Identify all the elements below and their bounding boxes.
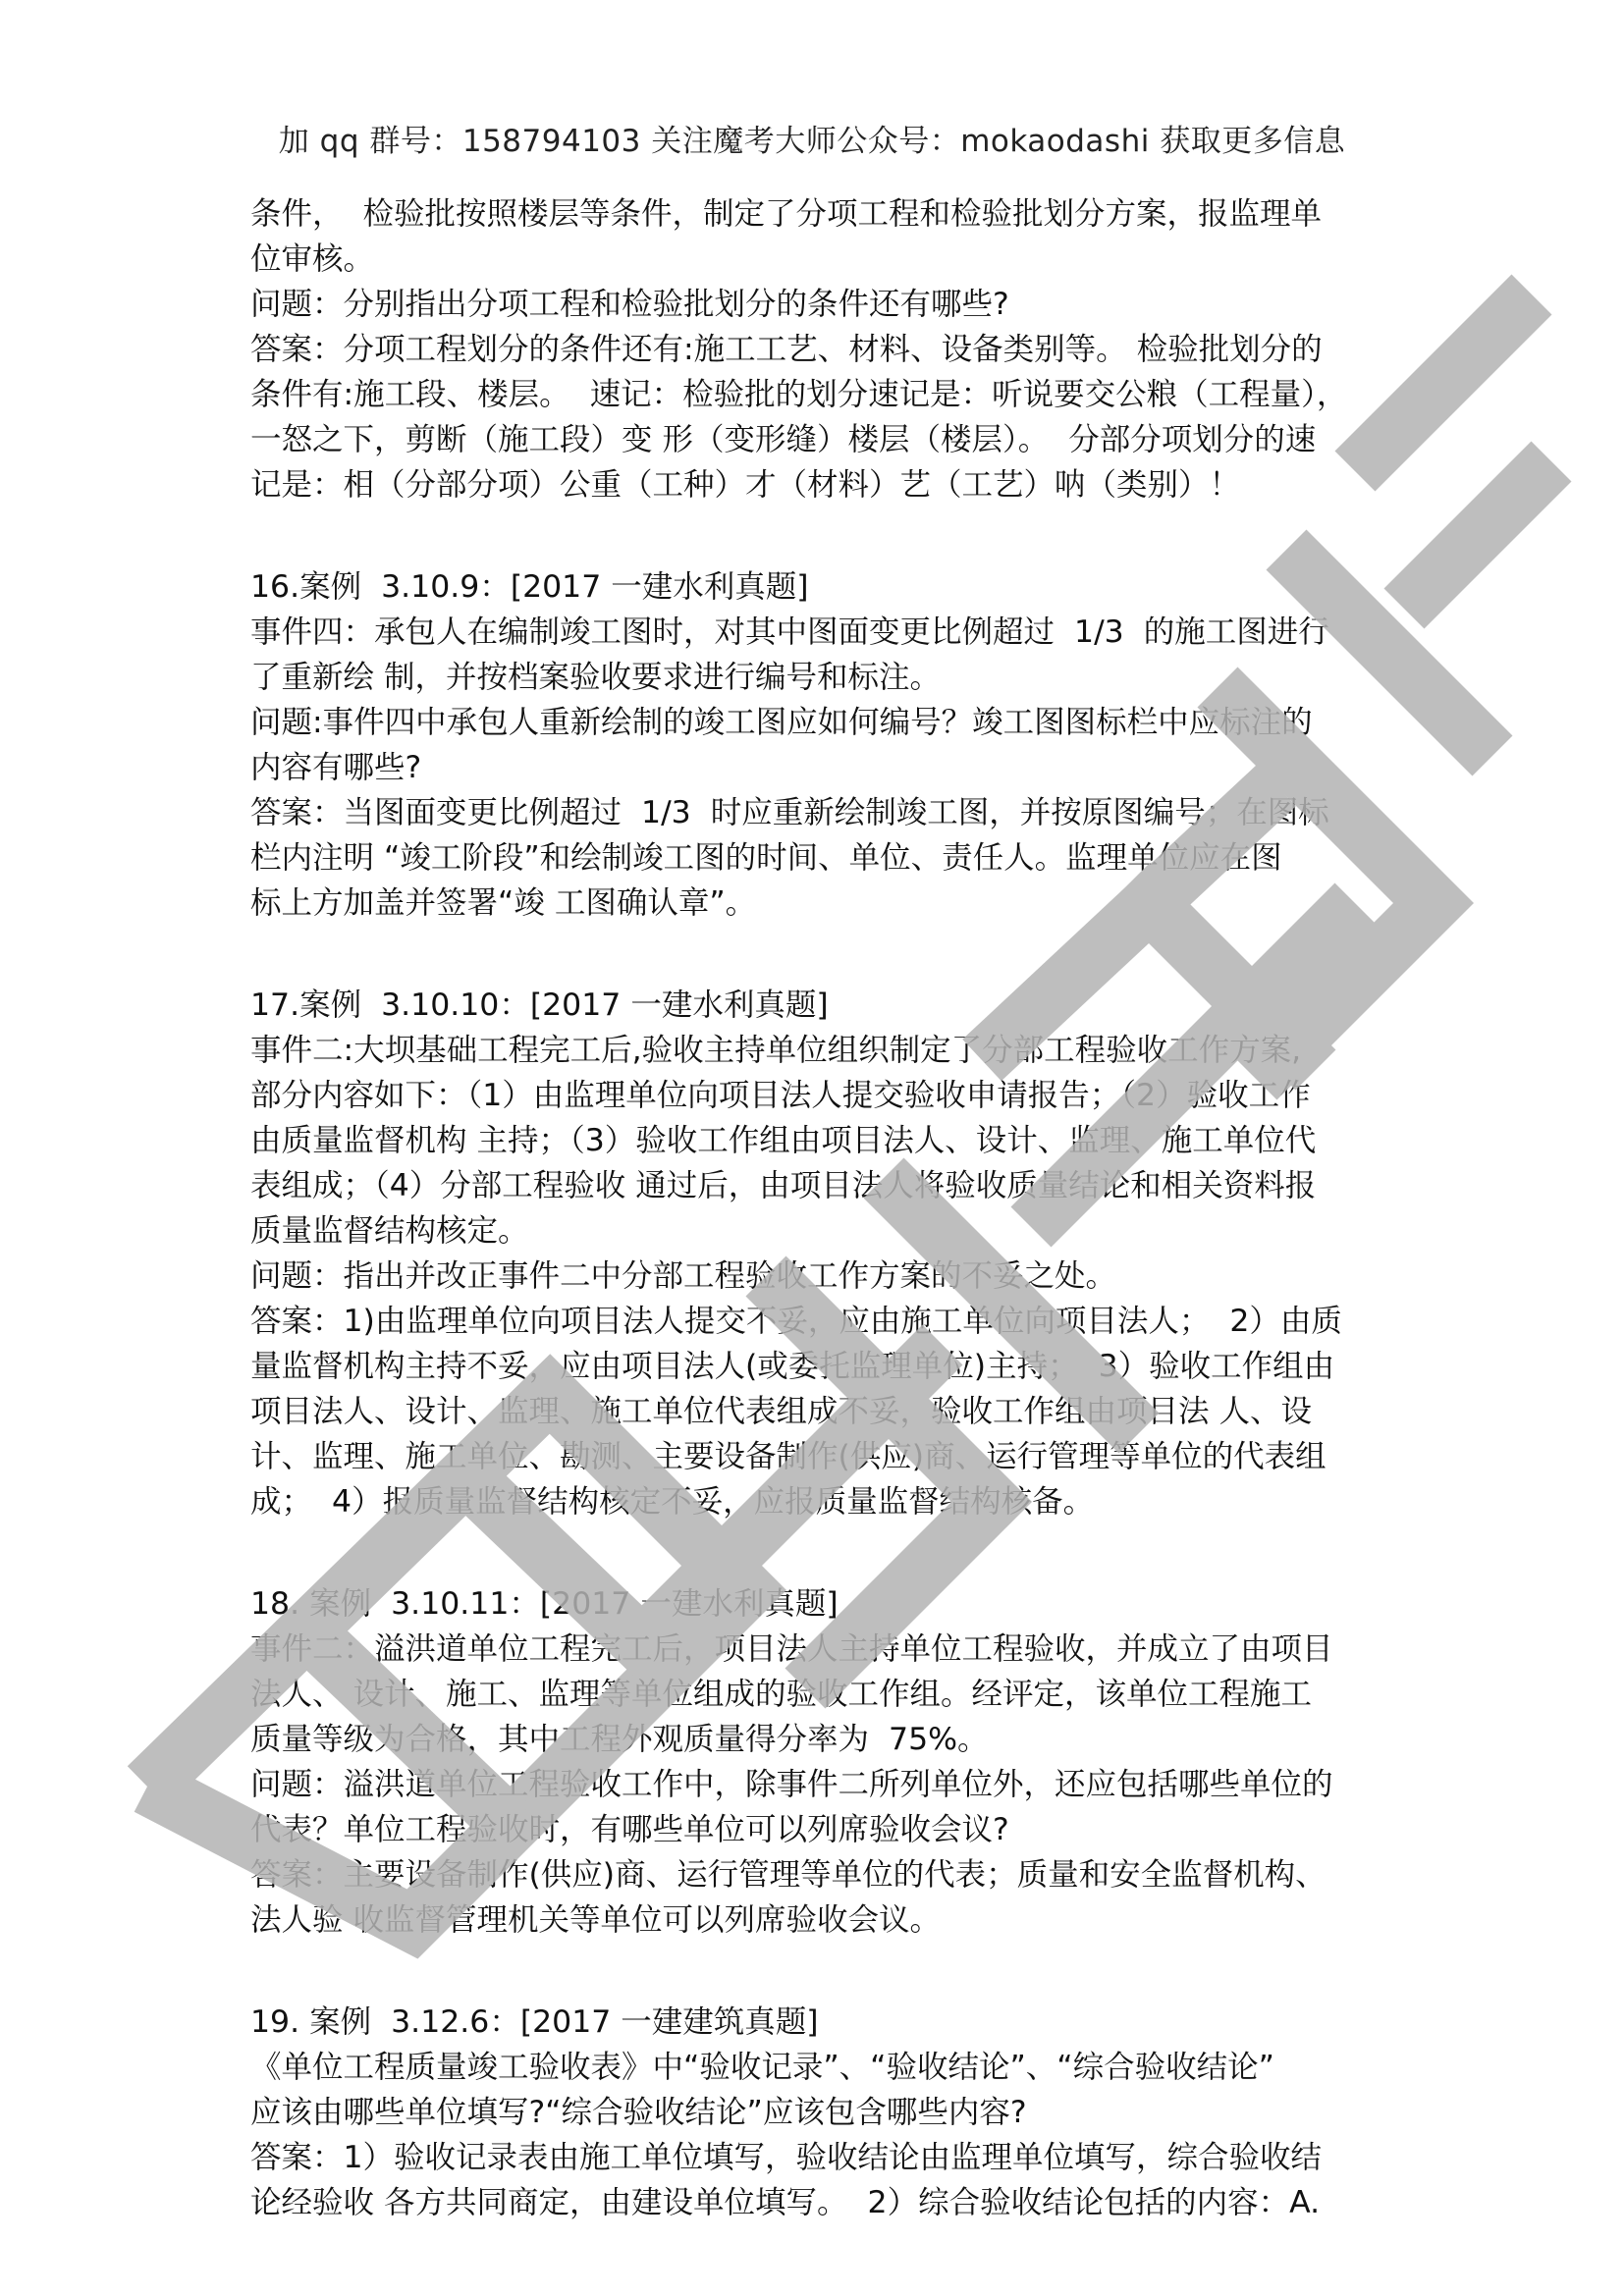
text-line: 内容有哪些?	[250, 750, 422, 785]
text-line: 代表？单位工程验收时，有哪些单位可以列席验收会议?	[250, 1812, 1009, 1847]
text-line: 法人、 设计、施工、监理等单位组成的验收工作组。经评定，该单位工程施工	[250, 1677, 1313, 1712]
case-title: 17.案例 3.10.10：[2017 一建水利真题]	[250, 988, 829, 1023]
case-17	[250, 983, 1394, 1524]
question-line: 问题：溢洪道单位工程验收工作中，除事件二所列单位外，还应包括哪些单位的	[250, 1767, 1333, 1802]
text-line: 标上方加盖并签署“竣 工图确认章”。	[250, 885, 757, 921]
text-line: 事件四：承包人在编制竣工图时，对其中图面变更比例超过 1/3 的施工图进行	[250, 614, 1329, 650]
question-line: 问题：分别指出分项工程和检验批划分的条件还有哪些?	[250, 287, 1009, 322]
case-title: 19. 案例 3.12.6：[2017 一建建筑真题]	[250, 2004, 819, 2040]
text-line: 项目法人、设计、监理、施工单位代表组成不妥，验收工作组由项目法 人、设	[250, 1394, 1313, 1429]
text-line: 计、监理、施工单位、勘测、主要设备制作(供应)商、运行管理等单位的代表组	[250, 1439, 1326, 1474]
case-18	[250, 1581, 1394, 1943]
answer-line: 答案：1)由监理单位向项目法人提交不妥，应由施工单位向项目法人； 2）由质	[250, 1304, 1342, 1339]
text-line: 一怒之下，剪断（施工段）变 形（变形缝）楼层（楼层）。 分部分项划分的速	[250, 422, 1317, 457]
text-line: 条件有:施工段、楼层。 速记：检验批的划分速记是：听说要交公粮（工程量），	[250, 377, 1348, 412]
text-line: 记是：相（分部分项）公重（工种）才（材料）艺（工艺）呐（类别）！	[250, 467, 1241, 503]
text-line: 质量等级为合格，其中工程外观质量得分率为 75%。	[250, 1722, 989, 1757]
answer-line: 答案：主要设备制作(供应)商、运行管理等单位的代表；质量和安全监督机构、	[250, 1857, 1326, 1893]
text-line: 成； 4）报质量监督结构核定不妥，应报质量监督结构核备。	[250, 1484, 1095, 1520]
answer-line: 答案：当图面变更比例超过 1/3 时应重新绘制竣工图，并按原图编号；在图标	[250, 795, 1329, 830]
text-line: 表组成；（4）分部工程验收 通过后，由项目法人将验收质量结论和相关资料报	[250, 1168, 1317, 1203]
case-16	[250, 564, 1394, 926]
text-line: 法人验 收监督管理机关等单位可以列席验收会议。	[250, 1902, 942, 1938]
text-line: 栏内注明 “竣工阶段”和绘制竣工图的时间、单位、责任人。监理单位应在图	[250, 840, 1282, 876]
case-title: 18. 案例 3.10.11：[2017 一建水利真题]	[250, 1586, 839, 1622]
question-line: 问题：指出并改正事件二中分部工程验收工作方案的不妥之处。	[250, 1258, 1117, 1294]
case-19	[250, 2000, 1394, 2225]
question-line: 应该由哪些单位填写?“综合验收结论”应该包含哪些内容?	[250, 2095, 1027, 2130]
text-line: 量监督机构主持不妥，应由项目法人(或委托监理单位)主持； 3）验收工作组由	[250, 1349, 1335, 1384]
intro-section	[250, 191, 1394, 507]
text-line: 论经验收 各方共同商定，由建设单位填写。 2）综合验收结论包括的内容：A.	[250, 2185, 1321, 2220]
text-line: 位审核。	[250, 241, 375, 277]
answer-line: 答案：1）验收记录表由施工单位填写，验收结论由监理单位填写，综合验收结	[250, 2140, 1323, 2175]
text-line: 事件二:大坝基础工程完工后,验收主持单位组织制定了分部工程验收工作方案,	[250, 1033, 1302, 1068]
text-line: 由质量监督机构 主持；（3）验收工作组由项目法人、设计、监理、施工单位代	[250, 1123, 1317, 1158]
text-line: 条件， 检验批按照楼层等条件，制定了分项工程和检验批划分方案，报监理单	[250, 196, 1323, 232]
case-title: 16.案例 3.10.9：[2017 一建水利真题]	[250, 569, 809, 605]
text-line: 了重新绘 制，并按档案验收要求进行编号和标注。	[250, 660, 942, 695]
text-line: 《单位工程质量竣工验收表》中“验收记录”、“验收结论”、“综合验收结论”	[250, 2050, 1274, 2085]
question-line: 问题:事件四中承包人重新绘制的竣工图应如何编号？竣工图图标栏中应标注的	[250, 705, 1313, 740]
text-line: 事件二：溢洪道单位工程完工后，项目法人主持单位工程验收，并成立了由项目	[250, 1631, 1333, 1667]
document-body	[250, 191, 1394, 2225]
answer-line: 答案：分项工程划分的条件还有:施工工艺、材料、设备类别等。 检验批划分的	[250, 332, 1323, 367]
text-line: 部分内容如下：（1）由监理单位向项目法人提交验收申请报告；（2）验收工作	[250, 1078, 1311, 1113]
text-line: 质量监督结构核定。	[250, 1213, 529, 1249]
page-header: 加 qq 群号：158794103 关注魔考大师公众号：mokaodashi 获取更多信息	[278, 124, 1346, 159]
